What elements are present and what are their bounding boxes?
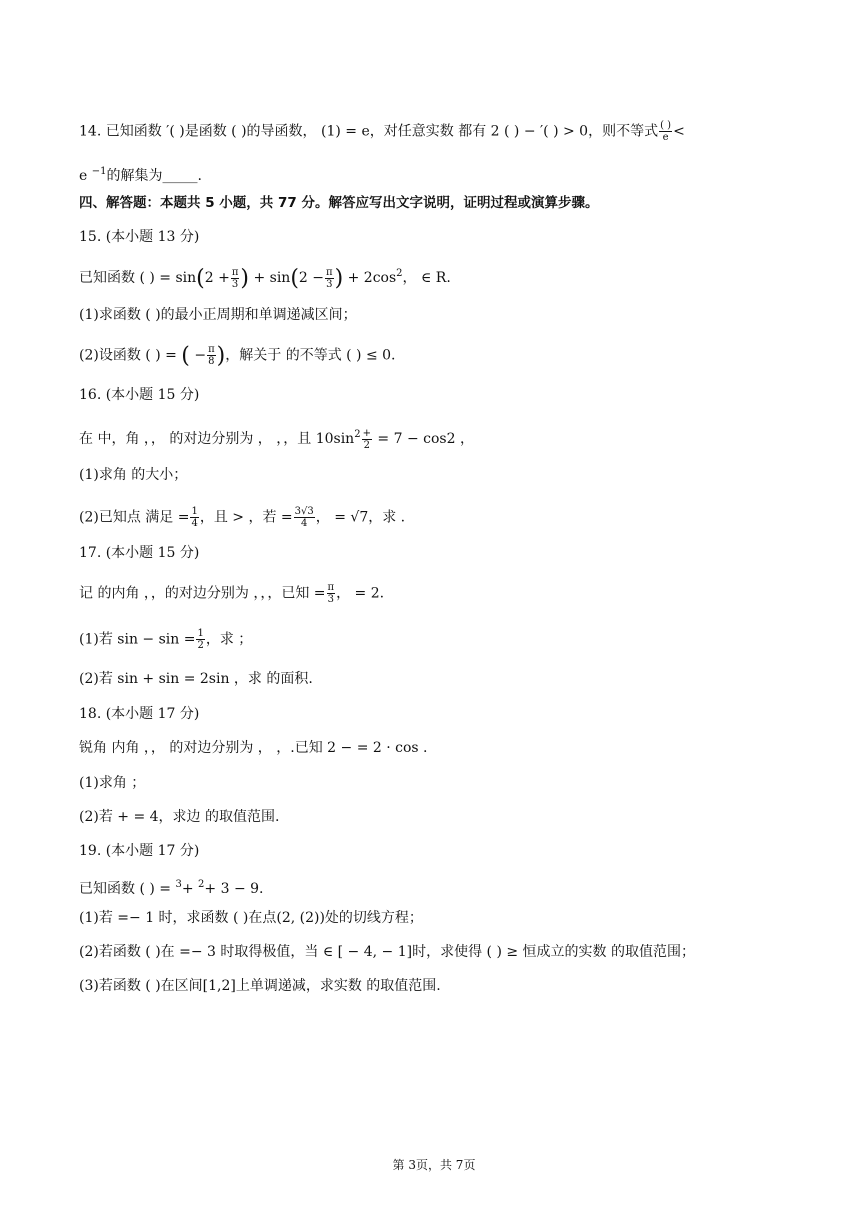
q19-part-3: (3)若函数 ( )在区间[1,2]上单调递减，求实数 的取值范围. — [79, 978, 441, 994]
q17-part-1: (1)若 sin − sin = $\frac{1}{2}$ ，求 ； — [79, 628, 253, 651]
q17-statement: 记 的内角 ，，的对边分别为 ，，，已知 = $\frac{\pi}{3}$ ， = 2. — [79, 582, 385, 605]
q18-part-2: (2)若 + = 4，求边 的取值范围. — [79, 809, 280, 825]
answer-blank: _____ — [162, 168, 198, 184]
q16-statement: 在 中，角 ，， 的对边分别为 ， ，，且 $10\sin^2$ $\frac{+}{2}$ = 7 − cos2 ， — [79, 427, 474, 451]
q16-part-2: (2)已知点 满足 = $\frac{1}{4}$ ，且 > ，若 = $\frac{3√3}{4}$ ， = √7，求 . — [79, 506, 406, 529]
q19-header: 19. (本小题 17 分) — [79, 843, 200, 859]
q15-part-2: (2)设函数 ( ) = ( − $\frac{\pi}{8}$ )，解关于 的不等式 ( ) ≤ 0. — [79, 343, 396, 369]
q16-header: 16. (本小题 15 分) — [79, 387, 200, 403]
q14-line-1: 14. 已知函数 ′( )是函数 ( )的导函数， (1) = e，对任意实数 都有 2 ( ) − ′( ) > 0，则不等式 $\frac{( )}{e}$ < — [79, 120, 685, 143]
q18-statement: 锐角 内角 ，， 的对边分别为 ， ，.已知 2 − = 2 · cos . — [79, 740, 428, 756]
q18-part-1: (1)求角 ； — [79, 775, 146, 791]
q14-fraction: $\frac{( )}{e}$ — [660, 120, 672, 143]
q18-header: 18. (本小题 17 分) — [79, 706, 200, 722]
q15-part-1: (1)求函数 ( )的最小正周期和单调递减区间； — [79, 307, 357, 323]
q14-line-2: e $^{-1}$的解集为_____. — [79, 166, 202, 184]
q17-header: 17. (本小题 15 分) — [79, 545, 200, 561]
q14-text: 14. 已知函数 ′( )是函数 ( )的导函数， (1) = e，对任意实数 都有 2 ( ) − ′( ) > 0，则不等式 — [79, 123, 659, 140]
q16-part-1: (1)求角 的大小； — [79, 467, 188, 483]
page-footer: 第 3页，共 7页 — [392, 1158, 476, 1172]
q19-part-2: (2)若函数 ( )在 =− 3 时取得极值，当 ∈ [ − 4, − 1]时，求使得 ( ) ≥ 恒成立的实数 的取值范围； — [79, 944, 695, 960]
q15-header: 15. (本小题 13 分) — [79, 229, 200, 245]
q19-part-1: (1)若 =− 1 时，求函数 ( )在点(2, (2))处的切线方程； — [79, 910, 423, 926]
q17-part-2: (2)若 sin + sin = 2sin ，求 的面积. — [79, 671, 313, 687]
q19-statement: 已知函数 ( ) = $^3$+ $^2$+ 3 − 9. — [79, 879, 264, 897]
q15-statement: 已知函数 ( ) = sin(2 + $\frac{\pi}{3}$ ) + sin(2 − $\frac{\pi}{3}$ ) + $2\cos^2$， ∈ R. — [79, 266, 451, 291]
section-heading: 四、解答题：本题共 5 小题，共 77 分。解答应写出文字说明，证明过程或演算步骤。 — [79, 195, 599, 211]
